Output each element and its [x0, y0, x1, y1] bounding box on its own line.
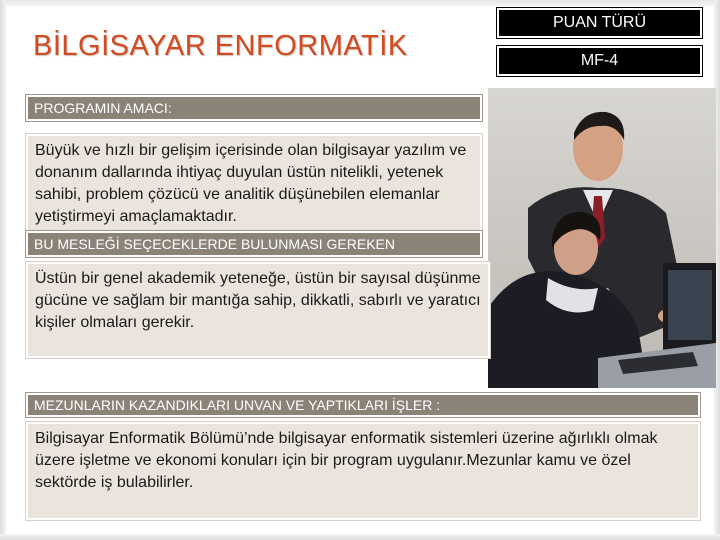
required-qualities-label: BU MESLEĞİ SEÇECEKLERDE BULUNMASI GEREKEN — [26, 231, 482, 257]
program-purpose-label: PROGRAMIN AMACI: — [26, 95, 482, 121]
program-purpose-text: Büyük ve hızlı bir gelişim içerisinde olan bilgisayar yazılım ve donanım dallarında ihtiyaç duyulan üstün nitelikli, yetenek sahibi, problem çözücü ve analitik düşünebilen elemanlar yetiştirmeyi amaçlamaktadır. — [26, 134, 482, 232]
slide-frame-bottom — [0, 534, 720, 540]
slide-frame-top — [0, 0, 720, 6]
graduate-careers-text: Bilgisayar Enformatik Bölümü’nde bilgisayar enformatik sistemleri üzerine ağırlıklı olmak üzere işletme ve ekonomi konuları için bir program uygulanır.Mezunlar kamu ve özel sektörde iş bulabilirler. — [26, 422, 700, 520]
slide-title: BİLGİSAYAR ENFORMATİK — [33, 30, 408, 62]
score-type-badge: PUAN TÜRÜ — [497, 8, 702, 38]
score-type-value-badge: MF-4 — [497, 46, 702, 76]
slide-frame-left — [0, 0, 6, 540]
required-qualities-text: Üstün bir genel akademik yeteneğe, üstün bir sayısal düşünme gücüne ve sağlam bir mantığa sahip, dikkatli, sabırlı ve yaratıcı kişiler olmaları gerekir. — [26, 262, 490, 358]
graduate-careers-label: MEZUNLARIN KAZANDIKLARI UNVAN VE YAPTIKLARI İŞLER : — [26, 393, 700, 417]
students-computer-photo — [488, 88, 716, 388]
